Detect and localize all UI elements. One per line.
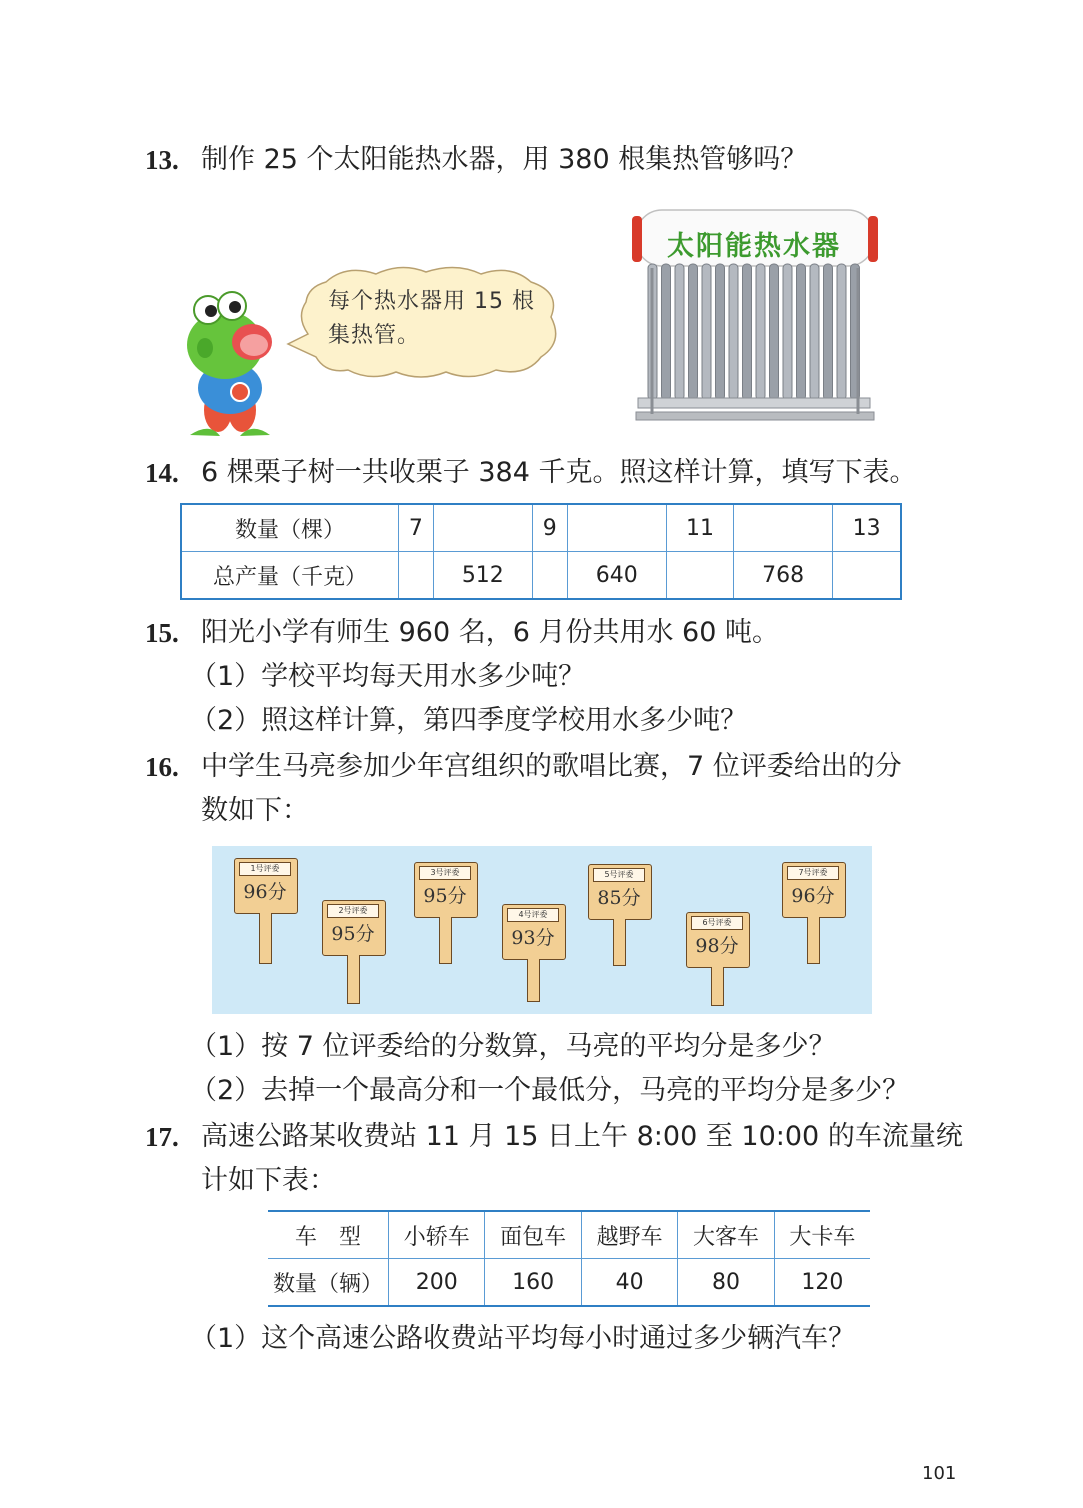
- table-cell: 512: [433, 552, 532, 600]
- table-cell: 13: [833, 504, 901, 552]
- table-cell: [433, 504, 532, 552]
- judge-score: 85分: [597, 887, 641, 909]
- question-15-sub1: （1）学校平均每天用水多少吨？: [190, 661, 586, 692]
- question-16-sub2: （2）去掉一个最高分和一个最低分，马亮的平均分是多少？: [190, 1075, 910, 1106]
- judge-label: 6号评委: [691, 916, 743, 930]
- question-15-number: 15.: [145, 618, 179, 648]
- judge-score: 96分: [243, 881, 287, 903]
- question-13-number: 13.: [145, 145, 179, 175]
- chestnut-table: [180, 503, 902, 600]
- judge-label: 5号评委: [593, 868, 645, 882]
- table-header-cell: 越野车: [581, 1211, 677, 1259]
- table-header-cell: 面包车: [485, 1211, 581, 1259]
- table-header-cell: 数量（棵）: [181, 504, 399, 552]
- frog-mascot-icon: [180, 290, 280, 440]
- table-cell: 200: [389, 1259, 485, 1307]
- judge-score: 96分: [791, 885, 835, 907]
- table-header-cell: 总产量（千克）: [181, 552, 399, 600]
- question-16-number: 16.: [145, 752, 179, 782]
- table-cell: 80: [678, 1259, 774, 1307]
- table-cell: 160: [485, 1259, 581, 1307]
- judge-label: 3号评委: [419, 866, 471, 880]
- question-17-text-line1: 高速公路某收费站 11 月 15 日上午 8:00 至 10:00 的车流量统: [201, 1121, 963, 1152]
- judge-label: 2号评委: [327, 904, 379, 918]
- judge-label: 4号评委: [507, 908, 559, 922]
- question-14-text: 6 棵栗子树一共收栗子 384 千克。照这样计算，填写下表。: [201, 457, 917, 488]
- table-header-cell: 车 型: [268, 1211, 389, 1259]
- question-17-number: 17.: [145, 1122, 179, 1152]
- table-header-cell: 小轿车: [389, 1211, 485, 1259]
- table-row: [181, 504, 901, 552]
- table-cell: [567, 504, 666, 552]
- table-cell: 120: [774, 1259, 870, 1307]
- judges-panel: [212, 846, 872, 1014]
- question-15-sub2: （2）照这样计算，第四季度学校用水多少吨？: [190, 705, 748, 736]
- table-cell: [399, 552, 434, 600]
- table-cell: 11: [666, 504, 733, 552]
- table-row: [268, 1211, 870, 1259]
- judge-label: 1号评委: [239, 862, 291, 876]
- question-17-text-line2: 计如下表：: [201, 1165, 336, 1196]
- table-cell: [532, 552, 567, 600]
- table-cell: 640: [567, 552, 666, 600]
- judge-score: 95分: [331, 923, 375, 945]
- question-13-text: 制作 25 个太阳能热水器，用 380 根集热管够吗？: [201, 144, 808, 175]
- page-number: 101: [922, 1463, 957, 1484]
- table-cell: [833, 552, 901, 600]
- speech-bubble-text: 每个热水器用 15 根集热管。: [328, 289, 535, 348]
- table-header-cell: 大客车: [678, 1211, 774, 1259]
- traffic-table: [268, 1210, 870, 1307]
- solar-heater-label: 太阳能热水器: [667, 231, 841, 262]
- table-row: [268, 1259, 870, 1307]
- table-header-cell: 大卡车: [774, 1211, 870, 1259]
- judge-score: 93分: [511, 927, 555, 949]
- judge-score: 95分: [423, 885, 467, 907]
- question-15-text: 阳光小学有师生 960 名，6 月份共用水 60 吨。: [201, 617, 779, 648]
- table-cell: 7: [399, 504, 434, 552]
- question-16-text-line1: 中学生马亮参加少年宫组织的歌唱比赛，7 位评委给出的分: [201, 751, 902, 782]
- judge-score: 98分: [695, 935, 739, 957]
- question-16-text-line2: 数如下：: [201, 795, 309, 826]
- judge-label: 7号评委: [787, 866, 839, 880]
- table-cell: [733, 504, 832, 552]
- question-14-number: 14.: [145, 458, 179, 488]
- question-16-sub1: （1）按 7 位评委给的分数算，马亮的平均分是多少？: [190, 1031, 836, 1062]
- table-row: [181, 552, 901, 600]
- table-cell: 40: [581, 1259, 677, 1307]
- table-header-cell: 数量（辆）: [268, 1259, 389, 1307]
- table-cell: 768: [733, 552, 832, 600]
- table-cell: [666, 552, 733, 600]
- table-cell: 9: [532, 504, 567, 552]
- question-17-sub1: （1）这个高速公路收费站平均每小时通过多少辆汽车？: [190, 1323, 856, 1354]
